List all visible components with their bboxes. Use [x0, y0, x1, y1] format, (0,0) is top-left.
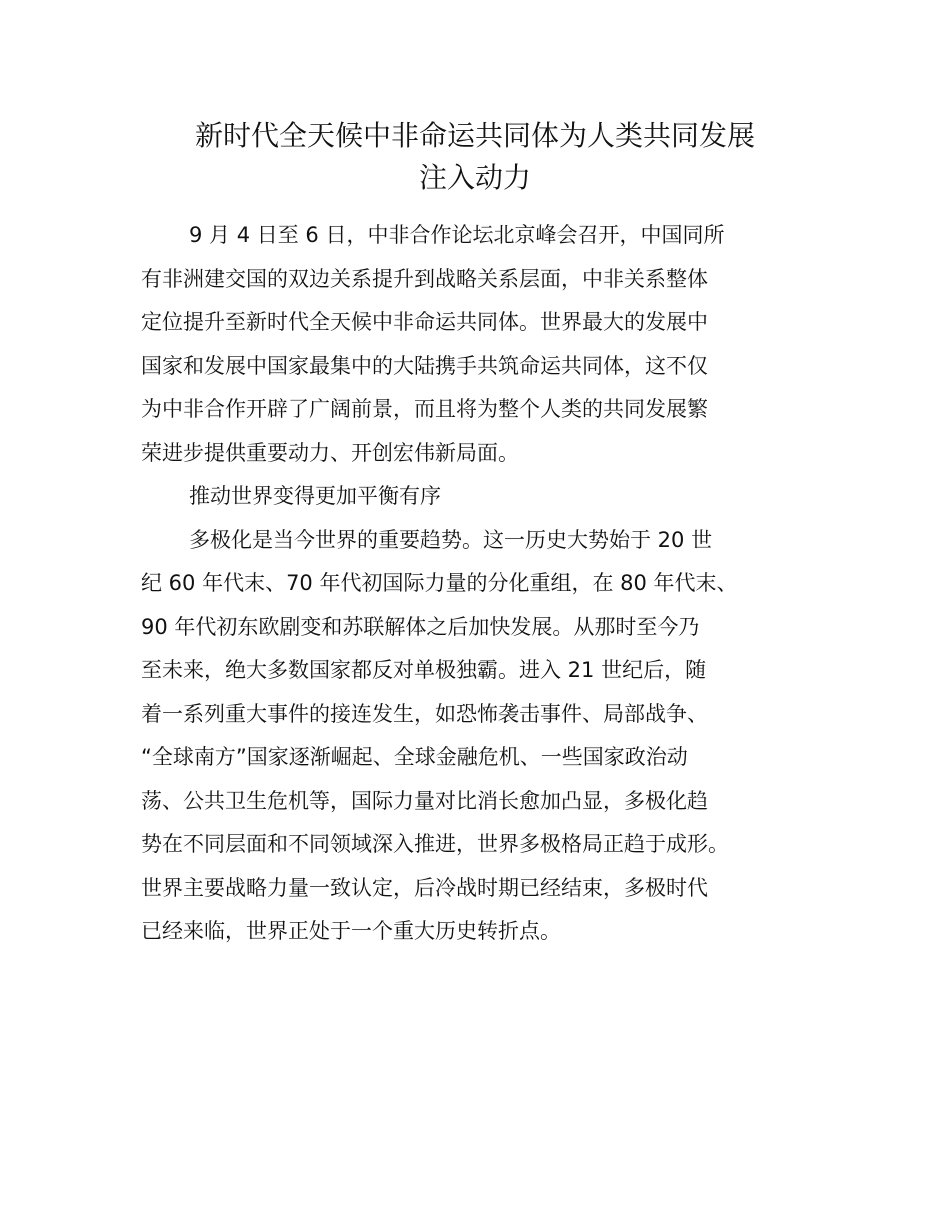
- paragraph-line: “全球南方”国家逐渐崛起、全球金融危机、一些国家政治动: [141, 745, 688, 769]
- subheading-line: 推动世界变得更加平衡有序: [189, 484, 441, 508]
- paragraph-line: 荣进步提供重要动力、开创宏伟新局面。: [141, 440, 519, 465]
- paragraph-line: 9 月 4 日至 6 日，中非合作论坛北京峰会召开，中国同所: [189, 223, 725, 247]
- document-body: [141, 214, 831, 954]
- paragraph-line: 有非洲建交国的双边关系提升到战略关系层面，中非关系整体: [141, 266, 708, 291]
- paragraph-line: 为中非合作开辟了广阔前景，而且将为整个人类的共同发展繁: [141, 397, 708, 421]
- document-title: [100, 115, 850, 199]
- paragraph-line: 至未来，绝大多数国家都反对单极独霸。进入 21 世纪后，随: [141, 658, 707, 682]
- paragraph-line: 国家和发展中国家最集中的大陆携手共筑命运共同体，这不仅: [141, 353, 708, 378]
- title-line-1: 新时代全天候中非命运共同体为人类共同发展: [194, 119, 755, 152]
- section-subheading: [141, 475, 831, 519]
- title-line-2: 注入动力: [418, 161, 531, 194]
- paragraph-intro: [141, 214, 831, 475]
- paragraph-line: 着一系列重大事件的接连发生，如恐怖袭击事件、局部战争、: [141, 701, 708, 726]
- paragraph-line: 定位提升至新时代全天候中非命运共同体。世界最大的发展中: [141, 310, 708, 334]
- paragraph-line: 已经来临，世界正处于一个重大历史转折点。: [141, 919, 561, 943]
- paragraph-multipolarity: [141, 519, 831, 954]
- paragraph-line: 荡、公共卫生危机等，国际力量对比消长愈加凸显，多极化趋: [141, 788, 708, 813]
- paragraph-line: 世界主要战略力量一致认定，后冷战时期已经结束，多极时代: [141, 875, 708, 900]
- paragraph-line: 纪 60 年代末、70 年代初国际力量的分化重组，在 80 年代末、: [141, 571, 738, 595]
- paragraph-line: 多极化是当今世界的重要趋势。这一历史大势始于 20 世: [189, 527, 713, 552]
- paragraph-line: 势在不同层面和不同领域深入推进，世界多极格局正趋于成形。: [141, 832, 729, 856]
- paragraph-line: 90 年代初东欧剧变和苏联解体之后加快发展。从那时至今乃: [141, 614, 700, 639]
